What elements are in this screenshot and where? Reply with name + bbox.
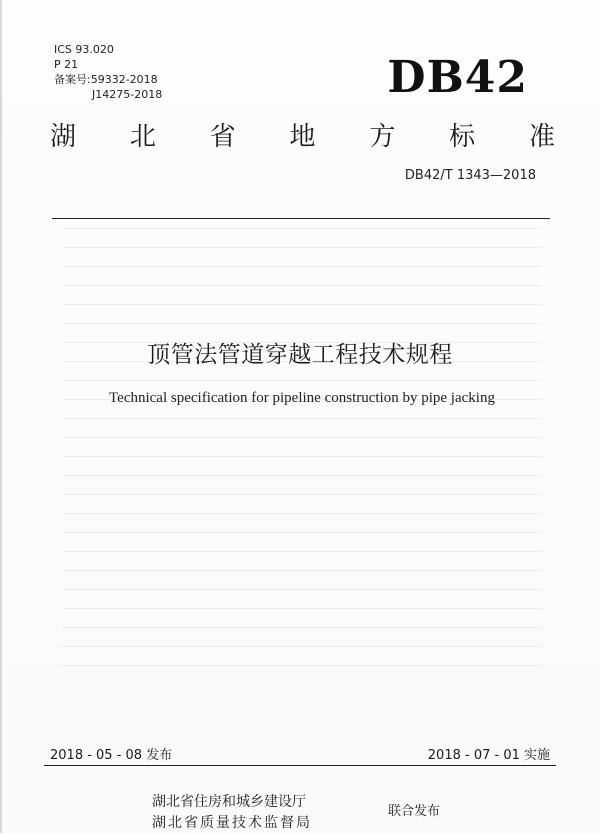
issuer-char: 湖 bbox=[50, 122, 77, 152]
filing-number-1: 59332-2018 bbox=[90, 73, 158, 86]
issuer-title bbox=[50, 116, 555, 153]
filing-label: 备案号: bbox=[54, 73, 91, 86]
filing-number-2: J14275-2018 bbox=[92, 88, 163, 101]
issue-date: 2018 - 05 - 08 发布 bbox=[50, 748, 173, 763]
ics-code: ICS 93.020 bbox=[54, 43, 114, 56]
footer-rule bbox=[44, 765, 556, 766]
issuer-char: 省 bbox=[209, 122, 236, 152]
p-code: P 21 bbox=[54, 58, 79, 71]
publisher-2: 湖北省质量技术监督局 bbox=[152, 815, 312, 831]
title-english: Technical specification for pipeline construction by pipe jacking bbox=[109, 390, 495, 406]
issuer-char: 北 bbox=[129, 122, 156, 152]
issuer-char: 准 bbox=[528, 122, 555, 152]
issuer-char: 标 bbox=[449, 122, 476, 152]
issuer-char: 方 bbox=[369, 122, 396, 152]
header-rule bbox=[52, 218, 550, 219]
publisher-1: 湖北省住房和城乡建设厅 bbox=[152, 794, 306, 810]
bleed-through-lines bbox=[62, 228, 542, 708]
standard-code-logo: DB42 bbox=[387, 52, 528, 103]
publishers bbox=[152, 792, 312, 834]
implement-date: 2018 - 07 - 01 实施 bbox=[427, 748, 550, 763]
title-chinese: 顶管法管道穿越工程技术规程 bbox=[147, 342, 453, 368]
classification-block bbox=[54, 42, 162, 102]
standard-number: DB42/T 1343—2018 bbox=[404, 168, 536, 183]
joint-issue-label: 联合发布 bbox=[388, 804, 441, 819]
issuer-char: 地 bbox=[289, 122, 316, 152]
